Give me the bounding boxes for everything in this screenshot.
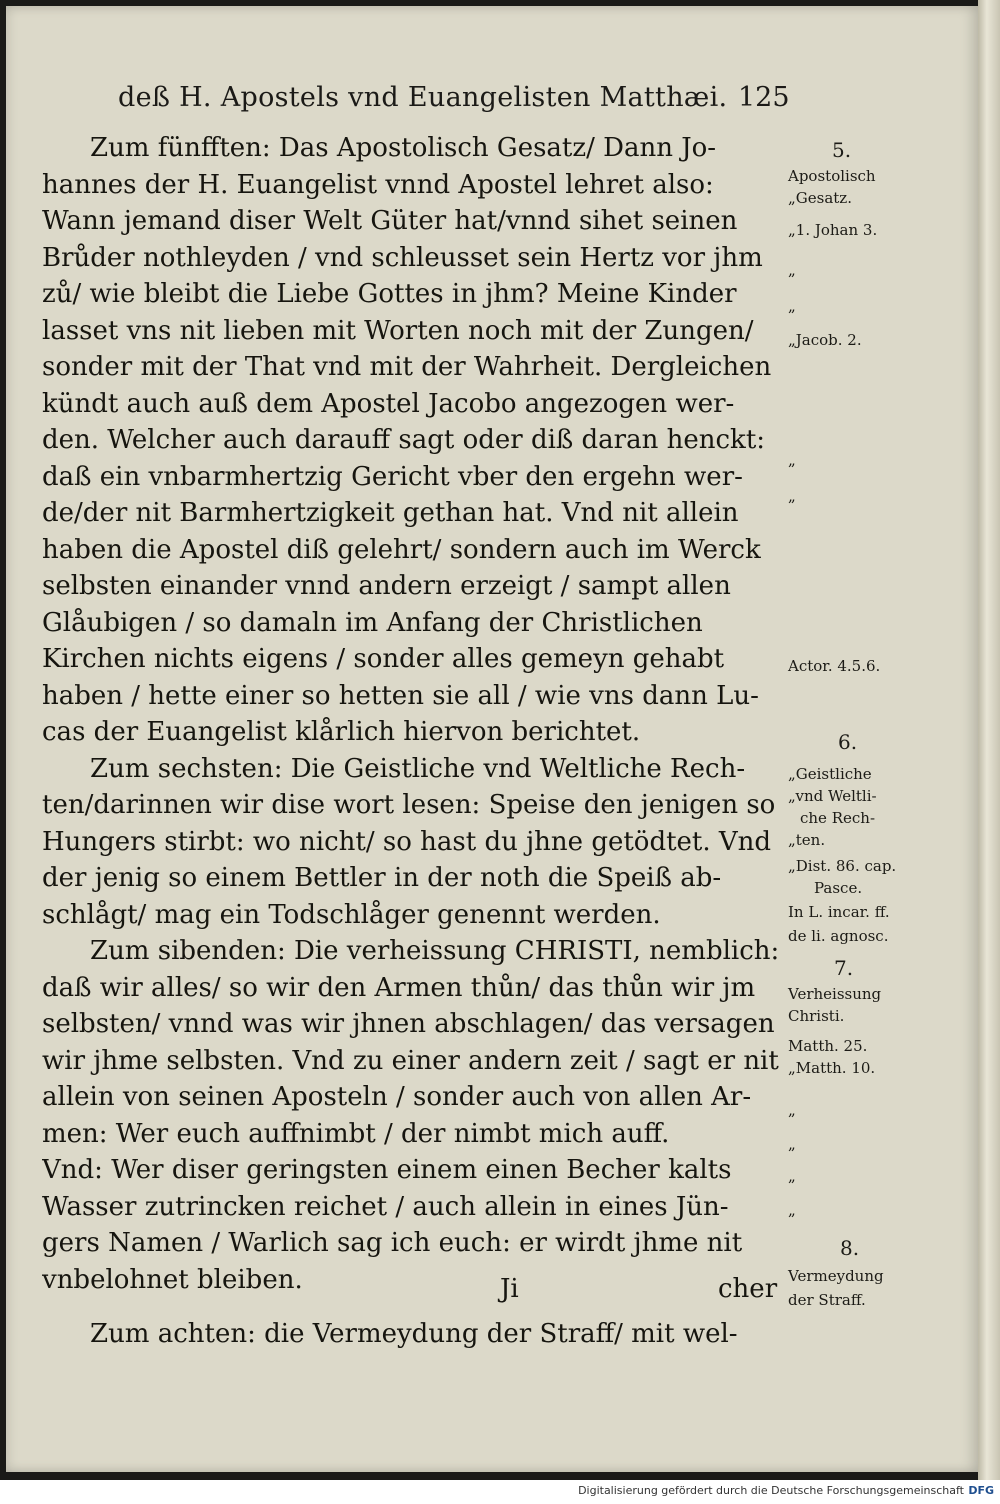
- margin-note: Pasce.: [814, 879, 863, 897]
- text-line: selbsten/ vnnd was wir jhnen abschlagen/ das versagen: [42, 1009, 775, 1039]
- running-head: deß H. Apostels vnd Euangelisten Matthæi.: [118, 82, 728, 113]
- margin-note: „: [788, 451, 796, 469]
- text-line: cas der Euangelist klårlich hiervon berichtet.: [42, 717, 641, 747]
- text-line: lasset vns nit lieben mit Worten noch mit der Zungen/: [42, 315, 754, 346]
- page-number: 125: [738, 82, 790, 113]
- signature-mark: Ji: [500, 1274, 519, 1304]
- margin-note: Actor. 4.5.6.: [788, 657, 881, 675]
- margin-note: „Geistliche: [788, 765, 872, 783]
- margin-note: de li. agnosc.: [788, 927, 889, 945]
- text-line: zů/ wie bleibt die Liebe Gottes in jhm? Meine Kinder: [42, 279, 737, 309]
- margin-note: „: [788, 1135, 796, 1153]
- text-line: Zum sibenden: Die verheissung CHRISTI, nemblich:: [90, 936, 780, 966]
- text-line: de/der nit Barmhertzigkeit gethan hat. Vnd nit allein: [42, 498, 739, 528]
- margin-number-6: 6.: [838, 730, 858, 754]
- margin-note: In L. incar. ff.: [788, 903, 890, 921]
- margin-note: Vermeydung: [788, 1267, 884, 1285]
- text-line: schlågt/ mag ein Todschlåger genennt werden.: [42, 899, 661, 930]
- margin-note: „ten.: [788, 831, 826, 849]
- text-line: Glåubigen / so damaln im Anfang der Christlichen: [42, 607, 703, 638]
- margin-note: „Dist. 86. cap.: [788, 857, 897, 875]
- text-line: hannes der H. Euangelist vnnd Apostel lehret also:: [42, 169, 714, 200]
- text-line: haben / hette einer so hetten sie all / wie vns dann Lu-: [42, 680, 759, 711]
- margin-note: „: [788, 297, 796, 315]
- margin-note: Apostolisch: [788, 167, 876, 185]
- text-line: men: Wer euch auffnimbt / der nimbt mich auff.: [42, 1118, 670, 1149]
- text-line: Zum fünfften: Das Apostolisch Gesatz/ Dann Jo-: [90, 133, 717, 163]
- text-line: Wann jemand diser Welt Güter hat/vnnd sihet seinen: [42, 206, 738, 236]
- text-line: Zum achten: die Vermeydung der Straff/ mit wel-: [90, 1319, 738, 1349]
- page-edge: [978, 0, 1000, 1480]
- footer-credit: Digitalisierung gefördert durch die Deutsche Forschungsgemeinschaft: [578, 1484, 964, 1497]
- margin-note: „: [788, 261, 796, 279]
- text-line: Kirchen nichts eigens / sonder alles gemeyn gehabt: [42, 644, 725, 674]
- margin-note: „: [788, 1201, 796, 1219]
- text-line: selbsten einander vnnd andern erzeigt / sampt allen: [42, 571, 731, 601]
- catchword: cher: [718, 1274, 778, 1304]
- text-line: sonder mit der That vnd mit der Wahrheit. Dergleichen: [42, 352, 772, 382]
- text-line: ten/darinnen wir dise wort lesen: Speise den jenigen so: [42, 790, 776, 820]
- dfg-logo: DFG: [968, 1484, 994, 1497]
- margin-note: „Matth. 10.: [788, 1059, 876, 1077]
- text-line: allein von seinen Aposteln / sonder auch von allen Ar-: [42, 1082, 752, 1112]
- text-line: daß wir alles/ so wir den Armen thůn/ das thůn wir jm: [42, 972, 756, 1003]
- text-line: den. Welcher auch darauff sagt oder diß daran henckt:: [42, 425, 766, 455]
- margin-note: „Gesatz.: [788, 189, 852, 207]
- text-line: vnbelohnet bleiben.: [42, 1264, 303, 1295]
- margin-note: „1. Johan 3.: [788, 221, 878, 239]
- text-line: Hungers stirbt: wo nicht/ so hast du jhne getödtet. Vnd: [42, 826, 772, 857]
- margin-note: Christi.: [788, 1007, 845, 1025]
- margin-note: „: [788, 1101, 796, 1119]
- text-line: haben die Apostel diß gelehrt/ sondern auch im Werck: [42, 534, 761, 565]
- text-line: Zum sechsten: Die Geistliche vnd Weltliche Rech-: [90, 753, 746, 784]
- margin-number-7: 7.: [834, 956, 854, 980]
- text-line: Vnd: Wer diser geringsten einem einen Becher kalts: [42, 1155, 732, 1185]
- text-line: kündt auch auß dem Apostel Jacobo angezogen wer-: [42, 388, 735, 419]
- margin-note: Verheissung: [788, 985, 882, 1003]
- text-line: daß ein vnbarmhertzig Gericht vber den ergehn wer-: [42, 461, 743, 492]
- text-line: der jenig so einem Bettler in der noth die Speiß ab-: [42, 863, 722, 893]
- body-text: [42, 130, 782, 1353]
- margin-note: „vnd Weltli-: [788, 787, 877, 805]
- margin-number-5: 5.: [832, 138, 852, 162]
- margin-note: „: [788, 1167, 796, 1185]
- text-line: wir jhme selbsten. Vnd zu einer andern zeit / sagt er nit: [42, 1045, 779, 1076]
- margin-note: „: [788, 487, 796, 505]
- margin-number-8: 8.: [840, 1236, 860, 1260]
- text-line: Wasser zutrincken reichet / auch allein in eines Jün-: [42, 1191, 729, 1222]
- text-line: gers Namen / Warlich sag ich euch: er wirdt jhme nit: [42, 1228, 743, 1258]
- margin-note: „Jacob. 2.: [788, 331, 862, 349]
- margin-note: der Straff.: [788, 1291, 866, 1309]
- margin-note: Matth. 25.: [788, 1037, 868, 1055]
- margin-note: che Rech-: [800, 809, 876, 827]
- text-line: Brůder nothleyden / vnd schleusset sein Hertz vor jhm: [42, 242, 763, 273]
